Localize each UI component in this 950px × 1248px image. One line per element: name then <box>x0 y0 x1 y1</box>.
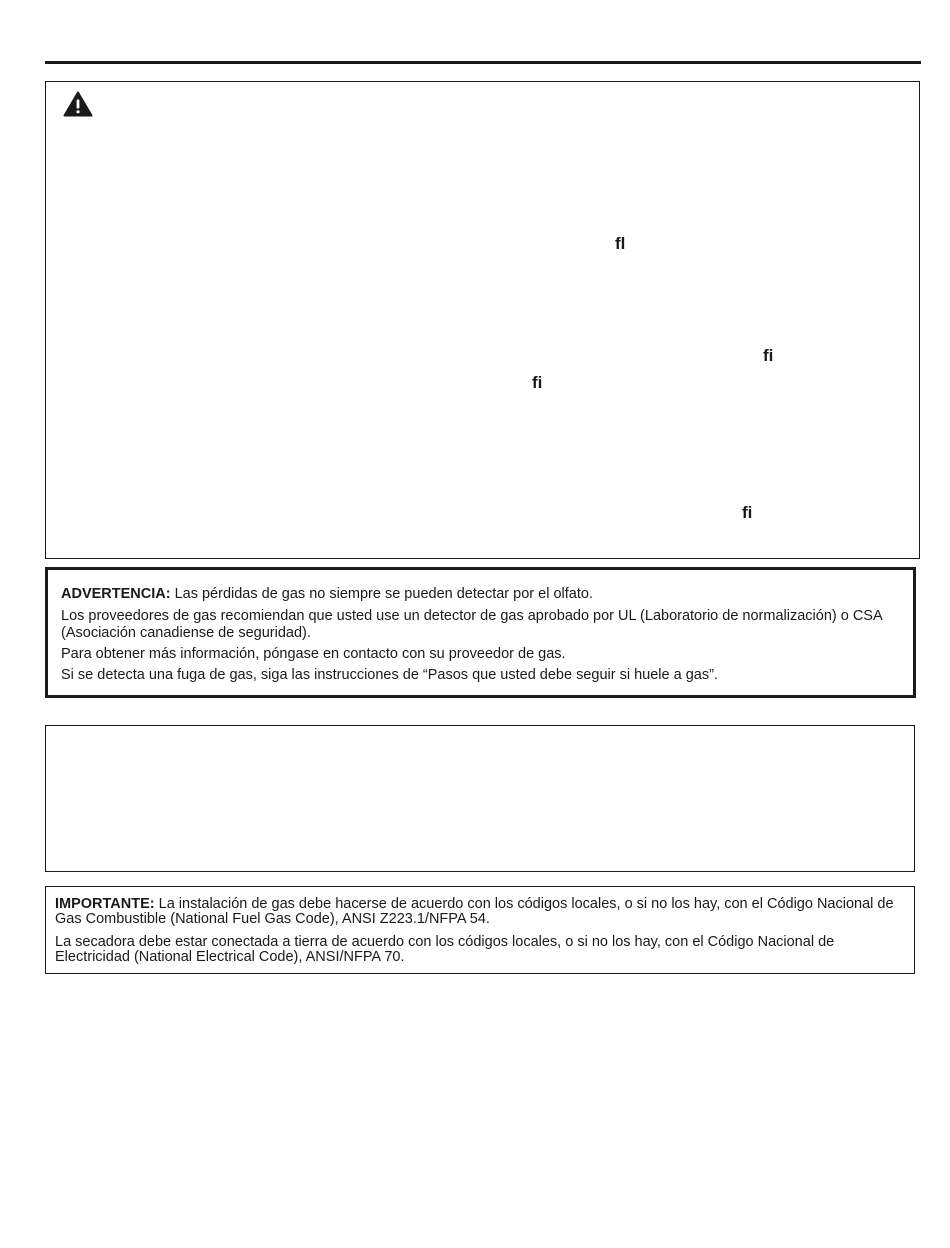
advertencia-line-4: Si se detecta una fuga de gas, siga las instrucciones de “Pasos que usted debe seguir si huele a gas”. <box>61 667 718 683</box>
importante-notice <box>45 886 915 974</box>
ligature-glyph: fi <box>763 346 774 365</box>
warning-triangle-icon <box>63 91 93 117</box>
importante-text-1: La instalación de gas debe hacerse de acuerdo con los códigos locales, o si no los hay, con el Código Nacional de Gas Combustible (National Fuel Gas Code), ANSI Z223.1/NFPA 54. <box>55 896 894 927</box>
advertencia-line-2: Los proveedores de gas recomiendan que usted use un detector de gas aprobado por UL (Laboratorio de normalización) o CSA (Asociación canadiense de seguridad). <box>61 608 882 641</box>
empty-notice-box <box>45 725 915 872</box>
importante-paragraph-2: La secadora debe estar conectada a tierra de acuerdo con los códigos locales, o si no los hay, con el Código Nacional de Electricidad (National Electrical Code), ANSI/NFPA 70. <box>55 934 835 965</box>
header-rule <box>45 61 921 64</box>
advertencia-line-3: Para obtener más información, póngase en contacto con su proveedor de gas. <box>61 646 566 662</box>
ligature-glyph: fi <box>532 373 543 392</box>
warning-box <box>45 81 920 559</box>
advertencia-line-1 <box>61 586 900 603</box>
importante-label: IMPORTANTE: <box>55 896 155 912</box>
ligature-glyph: fl <box>615 234 626 253</box>
advertencia-label: ADVERTENCIA: <box>61 586 171 602</box>
ligature-glyph: fi <box>742 503 753 522</box>
advertencia-notice <box>45 567 916 698</box>
advertencia-text-1: Las pérdidas de gas no siempre se pueden detectar por el olfato. <box>170 586 593 602</box>
importante-paragraph-1 <box>55 897 905 927</box>
